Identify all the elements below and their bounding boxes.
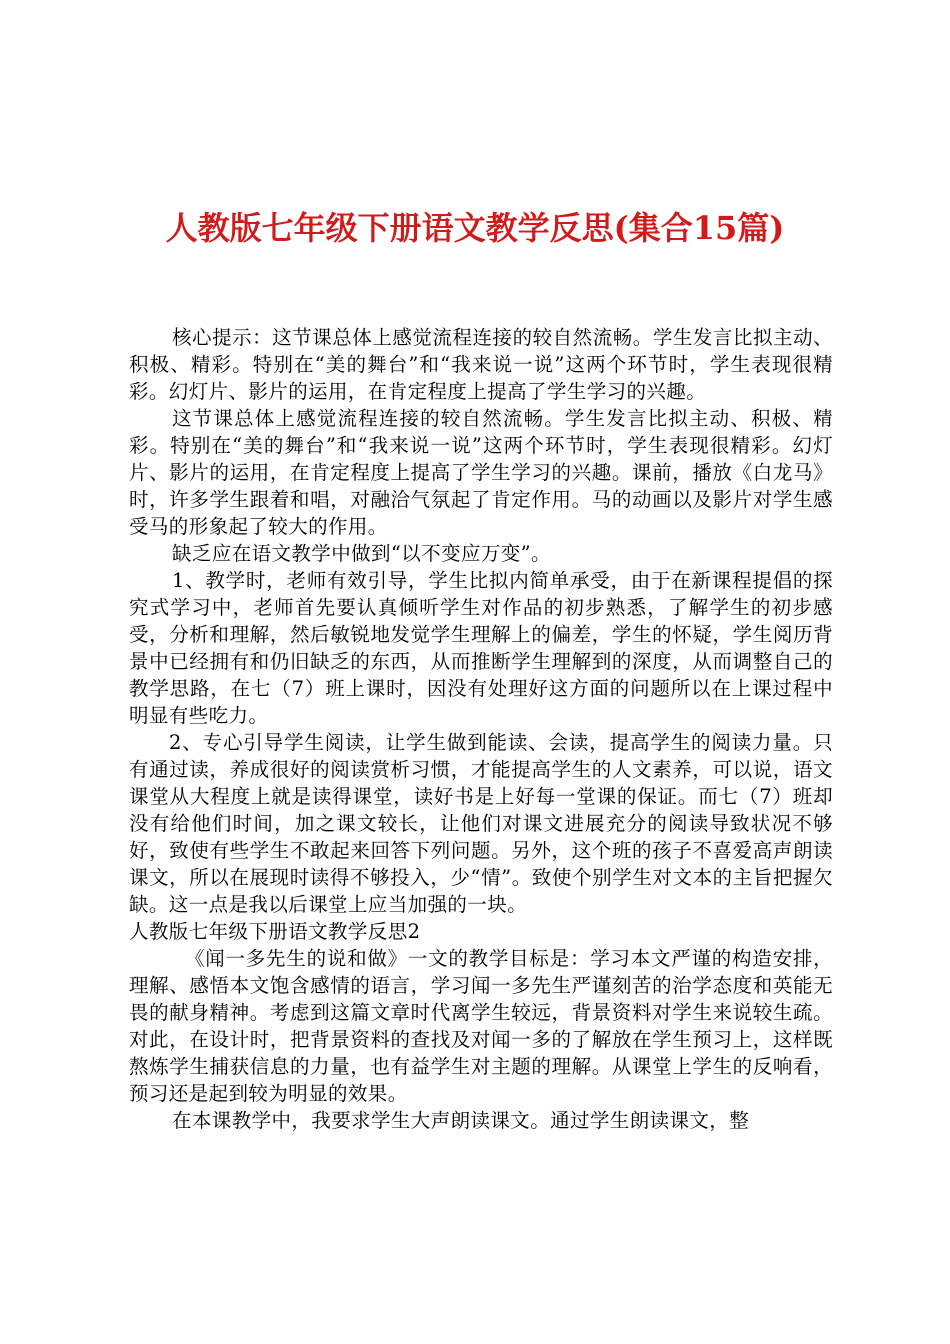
paragraph-shortcoming: 缺乏应在语文教学中做到“以不变应万变”。: [172, 542, 551, 565]
paragraph-overview: 这节课总体上感觉流程连接的较自然流畅。学生发言比拟主动、积极、精彩。特别在“美的舞台”和“我来说一说”这两个环节时，学生表现很精彩。幻灯片、影片的运用，在肯定程度上提高了学生学习的兴趣。课前，播放《白龙马》时，许多学生跟着和唱，对融洽气氛起了肯定作用。马的动画以及影片对学生感受马的形象起了较大的作用。: [129, 407, 833, 538]
paragraph-point-2: 2、专心引导学生阅读，让学生做到能读、会读，提高学生的阅读力量。只有通过读，养成很好的阅读赏析习惯，才能提高学生的人文素养，可以说，语文课堂从大程度上就是读得课堂，读好书是上好每一堂课的保证。而七（7）班却没有给他们时间，加之课文较长，让他们对课文进展充分的阅读导致状况不够好，致使有些学生不敢起来回答下列问题。另外，这个班的孩子不喜爱高声朗读课文，所以在展现时读得不够投入，少“情”。致使个别学生对文本的主旨把握欠缺。这一点是我以后课堂上应当加强的一块。: [129, 731, 833, 916]
document-body: [129, 324, 833, 1134]
paragraph-lesson-goals: 《闻一多先生的说和做》一文的教学目标是：学习本文严谨的构造安排，理解、感悟本文饱含感情的语言，学习闻一多先生严谨刻苦的治学态度和英能无畏的献身精神。考虑到这篇文章时代离学生较远，背景资料对学生来说较生疏。对此，在设计时，把背景资料的查找及对闻一多的了解放在学生预习上，这样既熬炼学生捕获信息的力量，也有益学生对主题的理解。从课堂上学生的反响看，预习还是起到较为明显的效果。: [129, 947, 833, 1105]
section-heading-2: 人教版七年级下册语文教学反思2: [129, 920, 421, 943]
paragraph-reading-aloud: 在本课教学中，我要求学生大声朗读课文。通过学生朗读课文，整: [172, 1109, 750, 1132]
paragraph-core-tip: 核心提示：这节课总体上感觉流程连接的较自然流畅。学生发言比拟主动、积极、精彩。特别在“美的舞台”和“我来说一说”这两个环节时，学生表现很精彩。幻灯片、影片的运用，在肯定程度上提高了学生学习的兴趣。: [129, 326, 833, 403]
document-title: 人教版七年级下册语文教学反思(集合15篇): [165, 209, 785, 247]
paragraph-point-1: 1、教学时，老师有效引导，学生比拟内简单承受，由于在新课程提倡的探究式学习中，老师首先要认真倾听学生对作品的初步熟悉，了解学生的初步感受，分析和理解，然后敏锐地发觉学生理解上的偏差，学生的怀疑，学生阅历背景中已经拥有和仍旧缺乏的东西，从而推断学生理解到的深度，从而调整自己的教学思路，在七（7）班上课时，因没有处理好这方面的问题所以在上课过程中明显有些吃力。: [129, 569, 833, 727]
